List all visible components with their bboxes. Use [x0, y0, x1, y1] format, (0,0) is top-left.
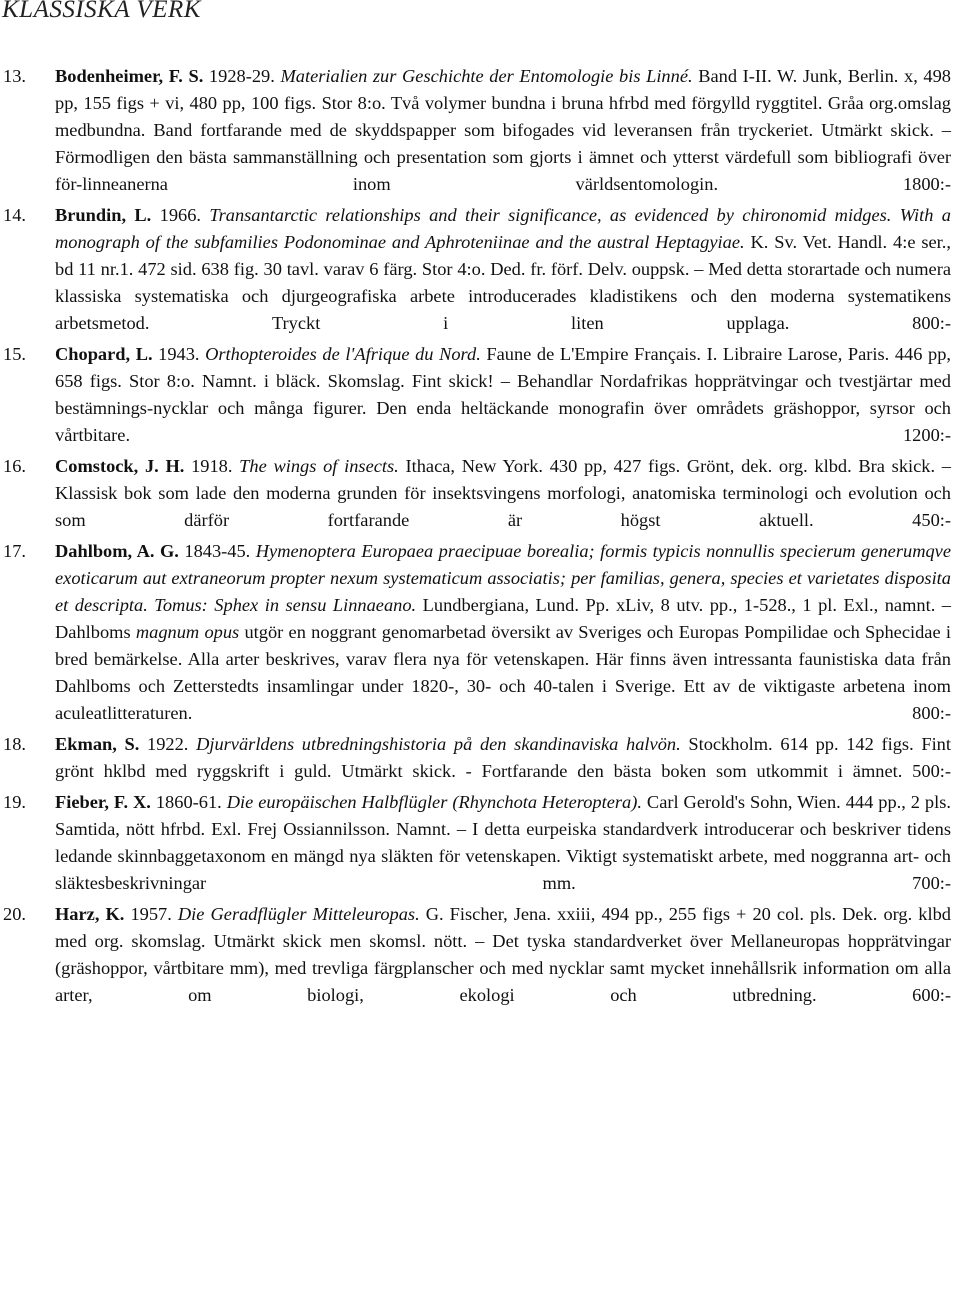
entry-emphasis: magnum opus — [135, 622, 240, 642]
entry-number: 20. — [3, 904, 26, 924]
catalog-entry — [0, 341, 960, 449]
entry-price: 700:- — [912, 873, 951, 893]
entry-price: 500:- — [912, 761, 951, 781]
catalog-entry — [0, 731, 960, 785]
entry-body — [55, 453, 951, 534]
entry-number: 17. — [3, 541, 26, 561]
entry-title: The wings of insects. — [239, 456, 399, 476]
entry-description: Band I-II. W. Junk, Berlin. x, 498 pp, 155 figs + vi, 480 pp, 100 figs. Stor 8:o. Två volymer bundna i bruna hfrbd med förgylld ryggtitel. Gråa org.omslag medbundna. Band fortfarande med de skyddspapper som bifogades vid leveransen från tryckeriet. Utmärkt skick. – Förmodligen den bästa sammanställning och presentation som gjorts i ämnet och ytterst värdefull som bibliografi över för-linneanerna inom världsentomologin. — [55, 66, 951, 194]
entry-title: Djurvärldens utbredningshistoria på den skandinaviska halvön. — [196, 734, 681, 754]
entry-body — [55, 901, 951, 1009]
entry-author: Chopard, L. — [55, 344, 153, 364]
entry-year: 1843-45. — [178, 541, 256, 561]
entry-description: Lundbergiana, Lund. Pp. xLiv, 8 utv. pp., 1-528., 1 pl. Exl., namnt. – Dahlboms — [55, 595, 951, 642]
catalog-entry — [0, 789, 960, 897]
entry-year: 1918. — [184, 456, 240, 476]
entry-title: Die europäischen Halbflügler (Rhynchota Heteroptera). — [226, 792, 642, 812]
entry-body — [55, 538, 951, 727]
entry-price: 1800:- — [902, 174, 951, 194]
entry-description: Ithaca, New York. 430 pp, 427 figs. Grönt, dek. org. klbd. Bra skick. – Klassisk bok som lade den moderna grunden för insektsvingens morfologi, anatomiska terminologi och evolution och som därför fortfarande är högst aktuell. — [55, 456, 951, 530]
entry-price: 800:- — [912, 313, 951, 333]
entry-body — [55, 202, 951, 337]
entry-author: Harz, K. — [55, 904, 125, 924]
entry-title: Materialien zur Geschichte der Entomologie bis Linné. — [280, 66, 693, 86]
entry-author: Bodenheimer, F. S. — [55, 66, 204, 86]
entry-number: 13. — [3, 66, 26, 86]
entry-body — [55, 341, 951, 449]
entry-price: 1200:- — [902, 425, 951, 445]
entry-body — [55, 789, 951, 897]
entry-author: Ekman, S. — [55, 734, 140, 754]
entry-title: Die Geradflügler Mitteleuropas. — [177, 904, 420, 924]
entry-description-cont: utgör en noggrant genomarbetad översikt av Sveriges och Europas Pompilidae och Sphecidae i bred bemärkelse. Alla arter beskrives, varav flera nya för vetenskapen. Här finns även intressanta faunistiska data från Dahlboms och Zetterstedts insamlingar under 1820-, 30- och 40-talen i Sverige. Ett av de viktigaste arbetena inom aculeatlitteraturen. — [55, 622, 951, 723]
entry-number: 15. — [3, 344, 26, 364]
catalog-entry — [0, 202, 960, 337]
catalog-entry — [0, 538, 960, 727]
entry-title: Transantarctic relationships and their significance, as evidenced by chironomid midges. With a monograph of the subfamilies Podonominae and Aphroteniinae and the austral Heptagyiae. — [55, 205, 952, 252]
catalog-entry — [0, 63, 960, 198]
entry-author: Brundin, L. — [55, 205, 152, 225]
page-header: KLASSISKA VERK — [2, 0, 201, 23]
entry-number: 14. — [3, 205, 26, 225]
entry-price: 800:- — [912, 703, 951, 723]
entry-year: 1922. — [139, 734, 197, 754]
entry-body — [55, 731, 951, 785]
entry-body — [55, 63, 951, 198]
entry-description: G. Fischer, Jena. xxiii, 494 pp., 255 figs + 20 col. pls. Dek. org. klbd med org. skomslag. Utmärkt skick men skomsl. nött. – Det tyska standardverket över Mellaneuropas hopprätvingar (gräshoppor, vårtbitare mm), med trevliga färgplanscher och med nycklar samt mycket innehållsrik information om alla arter, om biologi, ekologi och utbredning. — [55, 904, 951, 1005]
entry-description: Faune de L'Empire Français. I. Libraire Larose, Paris. 446 pp, 658 figs. Stor 8:o. Namnt. i bläck. Skomslag. Fint skick! – Behandlar Nordafrikas hopprätvingar och tvestjärtar med bestämnings-nycklar och många figurer. Den enda heltäckande monografin över områdets gräshoppor, syrsor och vårtbitare. — [55, 344, 952, 445]
entry-price: 600:- — [912, 985, 951, 1005]
entry-description: Stockholm. 614 pp. 142 figs. Fint grönt hklbd med ryggskrift i guld. Utmärkt skick. - Fortfarande den bästa boken som utkommit i ämnet. — [55, 734, 951, 781]
entry-year: 1928-29. — [203, 66, 281, 86]
entry-number: 18. — [3, 734, 26, 754]
entry-price: 450:- — [912, 510, 951, 530]
entry-title: Orthopteroides de l'Afrique du Nord. — [205, 344, 481, 364]
catalog-entry — [0, 901, 960, 1009]
entry-number: 16. — [3, 456, 26, 476]
entry-description: Carl Gerold's Sohn, Wien. 444 pp., 2 pls. Samtida, nött hfrbd. Exl. Frej Ossiannilsson. Namnt. – I detta eurpeiska standardverk introducerar och beskriver tidens ledande skinnbaggetaxonom en mängd nya släkten för vetenskapen. Viktigt systematiskt arbete, med noggranna art- och släktesbeskrivningar mm. — [55, 792, 951, 893]
catalog-entries — [0, 63, 960, 1013]
entry-year: 1957. — [124, 904, 178, 924]
entry-author: Comstock, J. H. — [55, 456, 185, 476]
entry-title: Hymenoptera Europaea praecipuae borealia; formis typicis nonnullis specierum generumqve exoticarum aut extraneorum propter nexum systematicum associatis; per familias, genera, species et varietates disposita et descripta. Tomus: Sphex in sensu Linnaeano. — [55, 541, 951, 615]
entry-number: 19. — [3, 792, 26, 812]
entry-description: K. Sv. Vet. Handl. 4:e ser., bd 11 nr.1. 472 sid. 638 fig. 30 tavl. varav 6 färg. Stor 4:o. Ded. fr. förf. Delv. ouppsk. – Med detta storartade och numera klassiska systematiska och djurgeografiska arbete introducerades kladistikens och den moderna systematikens arbetsmetod. Tryckt i liten upplaga. — [55, 232, 951, 333]
entry-author: Fieber, F. X. — [55, 792, 151, 812]
entry-author: Dahlbom, A. G. — [55, 541, 179, 561]
catalog-entry — [0, 453, 960, 534]
entry-year: 1966. — [151, 205, 210, 225]
entry-year: 1943. — [152, 344, 206, 364]
entry-year: 1860-61. — [150, 792, 227, 812]
